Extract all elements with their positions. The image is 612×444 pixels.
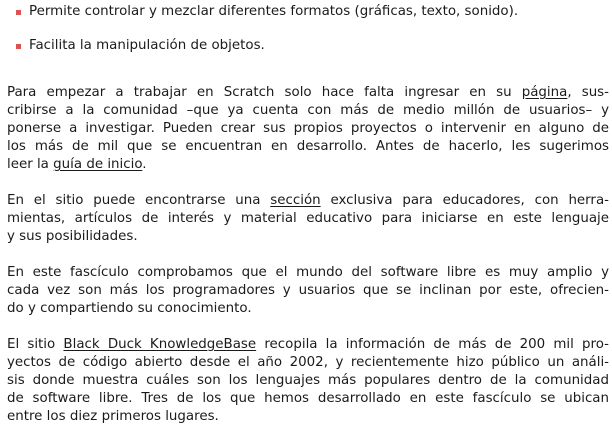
- text-line: do y compartiendo su conocimiento.: [7, 301, 252, 316]
- text-line: cada vez son más los programadores y usuarios que se inclinan por este, ofrecien-: [7, 283, 609, 298]
- text-line: En este fascículo comprobamos que el mundo del software libre es muy amplio y: [7, 265, 609, 280]
- text-line: entre los diez primeros lugares.: [7, 409, 219, 424]
- text-line: [7, 192, 609, 210]
- text-segment: , sus-: [567, 85, 609, 100]
- black-duck-knowledgebase-link[interactable]: Black Duck KnowledgeBase: [63, 337, 257, 352]
- paragraph-black-duck: [7, 336, 609, 426]
- text-segment: recopila la información de más de 200 mil pro-: [256, 337, 610, 352]
- list-item-text: Permite controlar y mezclar diferentes formatos (gráficas, texto, sonido).: [29, 4, 519, 19]
- list-item-text: Facilita la manipulación de objetos.: [29, 38, 265, 53]
- text-segment: leer la: [7, 157, 54, 172]
- text-line: sis donde muestra cuáles son los lenguajes más populares dentro de la comunidad: [7, 373, 609, 388]
- text-segment: En el sitio puede encontrarse una: [7, 193, 271, 208]
- square-bullet-icon: [16, 44, 21, 49]
- text-line: mientas, artículos de interés y material educativo para iniciarse en este lenguaje: [7, 211, 609, 226]
- paragraph-educators-section: [7, 192, 609, 246]
- feature-list: [7, 3, 609, 55]
- text-segment: exclusiva para educadores, con herra-: [320, 193, 609, 208]
- text-segment: .: [142, 157, 147, 172]
- text-line: [7, 84, 609, 102]
- text-segment: El sitio: [7, 337, 64, 352]
- list-item: [7, 3, 609, 21]
- text-line: los más de mil que se encuentran en desarrollo. Antes de hacerlo, les sugerimos: [7, 139, 609, 154]
- text-line: y sus posibilidades.: [7, 229, 138, 244]
- text-line: yectos de código abierto desde el año 2002, y recientemente hizo público un análi-: [7, 355, 609, 370]
- text-line: de software libre. Tres de los que hemos desarrollado en este fascículo se ubican: [7, 391, 609, 406]
- text-segment: Para empezar a trabajar en Scratch solo hace falta ingresar en su: [7, 85, 522, 100]
- seccion-link[interactable]: sección: [270, 193, 321, 208]
- list-item: [7, 37, 609, 55]
- text-line: ponerse a investigar. Pueden crear sus propios proyectos o intervenir en alguno de: [7, 121, 609, 136]
- paragraph-scratch-intro: [7, 84, 609, 174]
- pagina-link[interactable]: página: [521, 85, 568, 100]
- square-bullet-icon: [16, 10, 21, 15]
- paragraph-free-software: [7, 264, 609, 318]
- document-page: [7, 3, 609, 444]
- text-line: [7, 156, 609, 174]
- guia-de-inicio-link[interactable]: guía de inicio: [53, 157, 143, 172]
- text-line: [7, 336, 609, 354]
- text-line: cribirse a la comunidad –que ya cuenta con más de medio millón de usuarios– y: [7, 103, 609, 118]
